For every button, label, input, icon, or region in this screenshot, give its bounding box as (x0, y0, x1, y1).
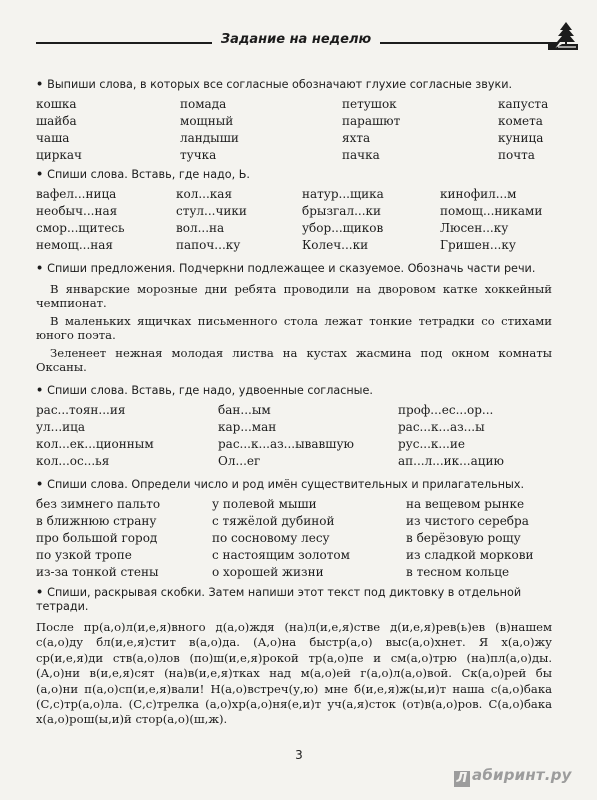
sentence: В маленьких ящичках письменного стола лежат тонкие тетрадки со стихами юного поэта. (36, 314, 552, 342)
word: Колеч...ки (302, 238, 369, 252)
phrase: из-за тонкой стены (36, 565, 159, 579)
phrase: о хорошей жизни (212, 565, 324, 579)
task-1-column-1 (36, 96, 82, 164)
word: комета (498, 114, 543, 128)
word: смор...щитесь (36, 221, 125, 235)
word: помада (180, 97, 227, 111)
labirint-watermark: Л абиринт.ру (454, 766, 572, 787)
phrase: с тяжёлой дубиной (212, 514, 335, 528)
task-6-text: После пр(а,о)л(и,е,я)вного д(а,о)ждя (на)л(и,е,я)стве д(и,е,я)рев(ь)ев (в)нашем с(а,о)ду бл(и,е,я)стит в(а,о)да. (А,о)на быстр(а,о) выс(а,о)хнет. Я х(а,о)жу ср(и,е,я)ди ств(а,о)лов (по)ш(и,е,я)рокой тр(а,о)пе и см(а,о)трю (на)пл(а,о)ды. (А,о)ни в(и,е,я)сят (на)в(и,е,я)тках над м(а,о)ей г(а,о)л(а,о)вой. Ск(а,о)рей бы (а,о)ни п(а,о)сп(и,е,я)вали! Н(а,о)встреч(у,ю) мне б(и,е,я)ж(ы,и)т наша с(а,о)бака (С,с)тр(а,о)ла. (С,с)трелка (а,о)хр(а,о)ня(е,и)т уч(а,я)сток (от)в(а,о)ров. С(а,о)бака х(а,о)рош(ы,и)й стор(а,о)(ш,ж). (36, 620, 552, 727)
task-4-column-3 (398, 402, 504, 470)
word: ап...л...ик...ацию (398, 454, 504, 468)
word: Ол...ег (218, 454, 261, 468)
word: стул...чики (176, 204, 247, 218)
word: Люсен...ку (440, 221, 509, 235)
phrase: в берёзовую рощу (406, 531, 521, 545)
task-3-instruction: • Спиши предложения. Подчеркни подлежащее и сказуемое. Обозначь части речи. (36, 262, 536, 275)
page-number: 3 (295, 748, 303, 762)
word: чаша (36, 131, 70, 145)
word: шайба (36, 114, 77, 128)
header-rule-left (36, 42, 212, 44)
word: проф...ес...ор... (398, 403, 494, 417)
bullet-dot-icon: • (36, 384, 44, 397)
word: петушок (342, 97, 397, 111)
task-5-column-3 (406, 496, 534, 581)
bullet-dot-icon: • (36, 586, 44, 599)
word: парашют (342, 114, 401, 128)
page-title: Задание на неделю (220, 32, 372, 47)
word: почта (498, 148, 535, 162)
bullet-dot-icon: • (36, 78, 44, 91)
word: рас...тоян...ия (36, 403, 126, 417)
sentence: Зеленеет нежная молодая листва на кустах жасмина под окном комнаты Оксаны. (36, 346, 552, 374)
word: ландыши (180, 131, 239, 145)
word: помощ...никами (440, 204, 543, 218)
word: брызгал...ки (302, 204, 382, 218)
word: натур...щика (302, 187, 384, 201)
word: вол...на (176, 221, 225, 235)
phrase: на вещевом рынке (406, 497, 525, 511)
task-4-instruction: • Спиши слова. Вставь, где надо, удвоенные согласные. (36, 384, 373, 397)
task-4-column-2 (218, 402, 354, 470)
word: кошка (36, 97, 77, 111)
task-1-instruction: • Выпиши слова, в которых все согласные обозначают глухие согласные звуки. (36, 78, 513, 91)
bullet-dot-icon: • (36, 168, 44, 181)
task-4-column-1 (36, 402, 154, 470)
fir-tree-road-icon (548, 20, 580, 56)
bullet-dot-icon: • (36, 478, 44, 491)
task-2-column-4 (440, 186, 542, 254)
task-5-instruction: • Спиши слова. Определи число и род имён существительных и прилагательных. (36, 478, 525, 491)
task-2-instruction: • Спиши слова. Вставь, где надо, Ь. (36, 168, 250, 181)
labirint-logo-icon: Л (454, 771, 470, 787)
task-2-column-1 (36, 186, 125, 254)
word: кинофил...м (440, 187, 517, 201)
word: пачка (342, 148, 380, 162)
phrase: из сладкой моркови (406, 548, 534, 562)
task-2-column-2 (176, 186, 247, 254)
word: папоч...ку (176, 238, 241, 252)
task-3-sentences (36, 282, 552, 374)
word: немощ...ная (36, 238, 113, 252)
word: капуста (498, 97, 549, 111)
word: рас...к...аз...ывавшую (218, 437, 354, 451)
task-1-column-2 (180, 96, 239, 164)
word: рас...к...аз...ы (398, 420, 485, 434)
bullet-dot-icon: • (36, 262, 44, 275)
word: куница (498, 131, 544, 145)
word: вафел...ница (36, 187, 117, 201)
word: бан...ым (218, 403, 271, 417)
task-2-column-3 (302, 186, 384, 254)
word: кол...кая (176, 187, 233, 201)
phrase: с настоящим золотом (212, 548, 350, 562)
phrase: из чистого серебра (406, 514, 529, 528)
word: кар...ман (218, 420, 277, 434)
task-1-column-4 (498, 96, 548, 164)
word: мощный (180, 114, 234, 128)
task-5-column-2 (212, 496, 350, 581)
word: циркач (36, 148, 82, 162)
task-6-instruction: • Спиши, раскрывая скобки. Затем напиши этот текст под диктовку в отдельной тетради. (36, 586, 522, 613)
phrase: без зимнего пальто (36, 497, 161, 511)
word: Гришен...ку (440, 238, 516, 252)
phrase: про большой город (36, 531, 158, 545)
phrase: у полевой мыши (212, 497, 317, 511)
task-1-column-3 (342, 96, 400, 164)
task-5-column-1 (36, 496, 160, 581)
phrase: по сосновому лесу (212, 531, 330, 545)
word: убор...щиков (302, 221, 384, 235)
word: яхта (342, 131, 371, 145)
word: тучка (180, 148, 217, 162)
word: рус...к...ие (398, 437, 465, 451)
word: кол...ек...ционным (36, 437, 154, 451)
word: необыч...ная (36, 204, 118, 218)
sentence: В январские морозные дни ребята проводили на дворовом катке хоккейный чемпионат. (36, 282, 552, 310)
word: ул...ица (36, 420, 85, 434)
phrase: в тесном кольце (406, 565, 510, 579)
phrase: в ближнюю страну (36, 514, 157, 528)
header-rule-right (380, 42, 558, 44)
phrase: по узкой тропе (36, 548, 132, 562)
word: кол...ос...ья (36, 454, 110, 468)
